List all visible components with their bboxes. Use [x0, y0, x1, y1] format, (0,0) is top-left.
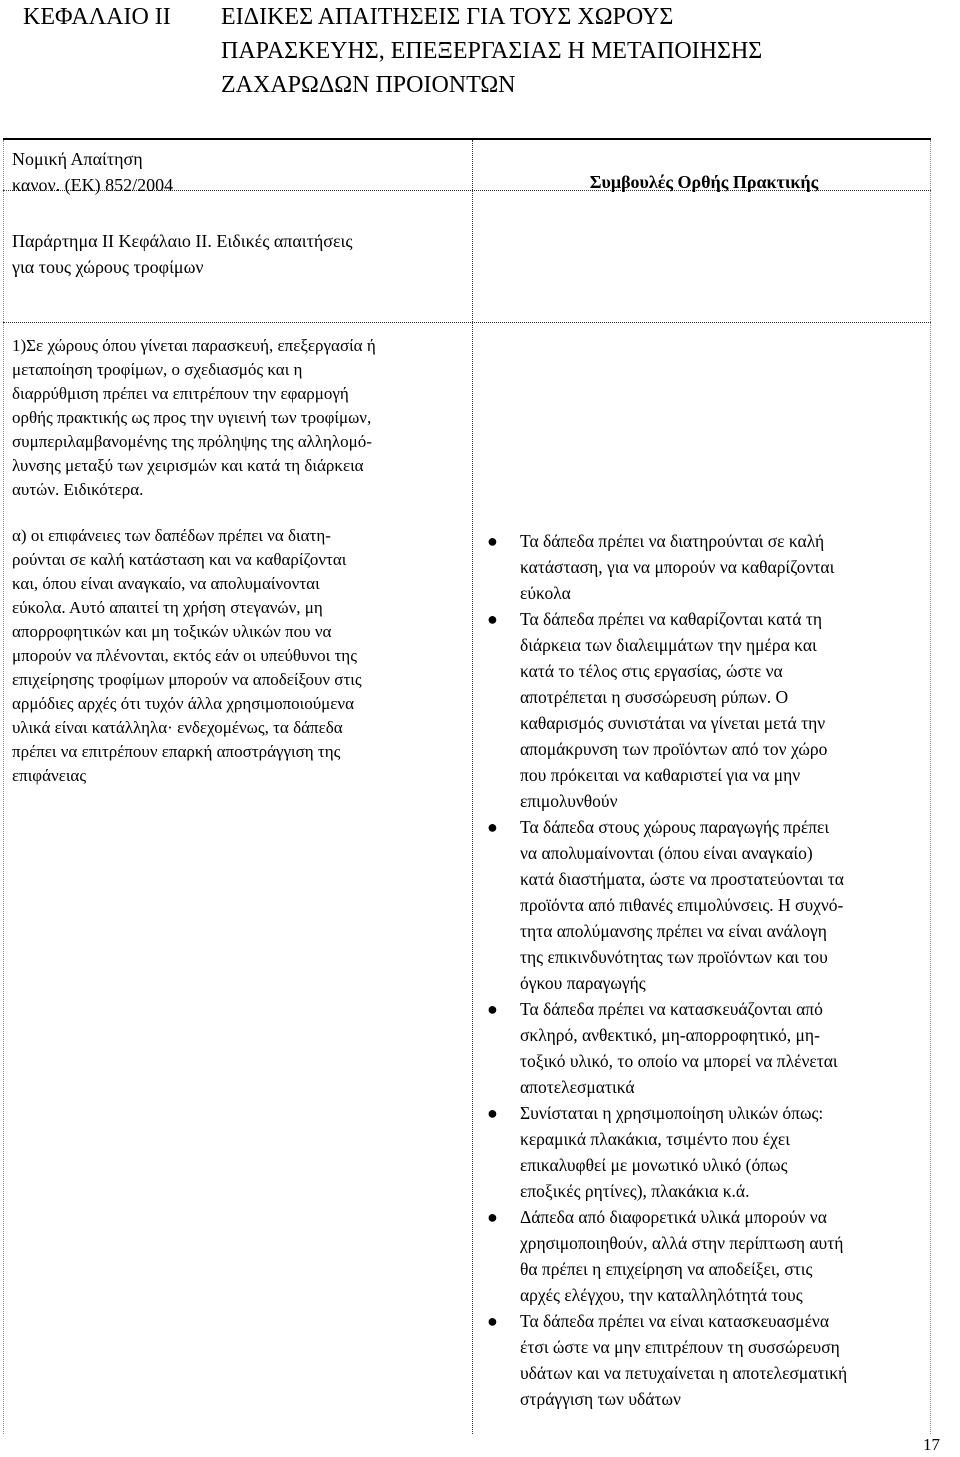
bullet-icon: ● — [487, 999, 498, 1019]
list-item-text: Τα δάπεδα πρέπει να κατασκευάζονται από σκληρό, ανθεκτικό, μη-απορροφητικό, μη- τοξικό υλικό, το οποίο να μπορεί να πλένεται αποτελεσματικά — [520, 999, 838, 1097]
table-left-border — [3, 140, 4, 1434]
paragraph-line: 1)Σε χώρους όπου γίνεται παρασκευή, επεξεργασία ή — [12, 336, 376, 355]
list-item-text: Τα δάπεδα πρέπει να είναι κατασκευασμένα έτσι ώστε να μην επιτρέπουν τη συσσώρευση υδάτων και να πετυχαίνεται η αποτελεσματική στράγγιση των υδάτων — [520, 1311, 848, 1409]
paragraph-line: υλικά είναι κατάλληλα· ενδεχομένως, τα δάπεδα — [12, 718, 343, 737]
legal-requirement-header — [12, 146, 464, 198]
bullet-icon: ● — [487, 1311, 498, 1331]
paragraph-line: επιχείρησης τροφίμων μπορούν να αποδείξουν στις — [12, 670, 362, 689]
paragraph-line: εύκολα. Αυτό απαιτεί τη χρήση στεγανών, μη — [12, 598, 323, 617]
list-item — [484, 1100, 924, 1204]
bullet-icon: ● — [487, 609, 498, 629]
paragraph-line: διαρρύθμιση πρέπει να επιτρέπουν την εφαρμογή — [12, 384, 349, 403]
reference-divider — [3, 322, 931, 323]
paragraph-line: απορροφητικών και μη τοξικών υλικών που να — [12, 622, 332, 641]
chapter-title-line: ΠΑΡΑΣΚΕΥΗΣ, ΕΠΕΞΕΡΓΑΣΙΑΣ Η ΜΕΤΑΠΟΙΗΣΗΣ — [221, 38, 763, 64]
list-item-text: Τα δάπεδα πρέπει να διατηρούνται σε καλή κατάσταση, για να μπορούν να καθαρίζονται εύκολα — [520, 531, 835, 603]
list-item-text: Συνίσταται η χρησιμοποίηση υλικών όπως: κεραμικά πλακάκια, τσιμέντο που έχει επικαλυφθεί με μονωτικό υλικό (όπως εποξικές ρητίνες), πλακάκια κ.ά. — [520, 1103, 824, 1201]
paragraph-line: αρμόδιες αρχές ότι τυχόν άλλα χρησιμοποιούμενα — [12, 694, 355, 713]
bullet-icon: ● — [487, 1207, 498, 1227]
legal-requirement-title: Νομική Απαίτηση — [12, 149, 143, 169]
requirements-table — [3, 138, 931, 1434]
list-item — [484, 528, 924, 606]
paragraph-line: συμπεριλαμβανομένης της πρόληψης της αλληλομό- — [12, 432, 372, 451]
page-number: 17 — [923, 1435, 940, 1454]
paragraph-line: αυτών. Ειδικότερα. — [12, 480, 144, 499]
chapter-title — [221, 0, 941, 102]
bullet-icon: ● — [487, 817, 498, 837]
bullet-icon: ● — [487, 531, 498, 551]
chapter-label: ΚΕΦΑΛΑΙΟ ΙΙ — [23, 4, 171, 30]
annex-reference — [12, 228, 464, 280]
annex-reference-line: για τους χώρους τροφίμων — [12, 257, 204, 277]
table-right-border — [930, 140, 931, 1434]
list-item — [484, 606, 924, 814]
list-item-text: Δάπεδα από διαφορετικά υλικά μπορούν να χρησιμοποιηθούν, αλλά στην περίπτωση αυτή θα πρέπει η επιχείρηση να αποδείξει, στις αρχές ελέγχου, την καταλληλότητά τους — [520, 1207, 844, 1305]
requirement-paragraph-a — [12, 524, 464, 788]
paragraph-line: ρούνται σε καλή κατάσταση και να καθαρίζονται — [12, 550, 347, 569]
list-item — [484, 1308, 924, 1412]
annex-reference-line: Παράρτημα ΙΙ Κεφάλαιο ΙΙ. Ειδικές απαιτήσεις — [12, 231, 353, 251]
good-practice-list — [484, 528, 924, 1412]
list-item — [484, 1204, 924, 1308]
list-item-text: Τα δάπεδα πρέπει να καθαρίζονται κατά τη διάρκεια των διαλειμμάτων την ημέρα και κατά το τέλος στις εργασίας, ώστε να αποτρέπεται η συσσώρευση ρύπων. Ο καθαρισμός συνιστάται να γίνεται μετά την απομάκρυνση των προϊόντων από τον χώρο που πρόκειται να καθαριστεί για να μην επιμολυνθούν — [520, 609, 828, 811]
paragraph-line: επιφάνειας — [12, 766, 87, 785]
list-item-text: Τα δάπεδα στους χώρους παραγωγής πρέπει να απολυμαίνονται (όπου είναι αναγκαίο) κατά διαστήματα, ώστε να προστατεύονται τα προϊόντα από πιθανές επιμολύνσεις. Η συχνό- τητα απολύμανσης πρέπει να είναι ανάλογη της επικινδυνότητας των προϊόντων και του όγκου παραγωγής — [520, 817, 844, 993]
paragraph-line: λυνσης μεταξύ των χειρισμών και κατά τη διάρκεια — [12, 456, 364, 475]
chapter-title-line: ΖΑΧΑΡΩΔΩΝ ΠΡΟΙΟΝΤΩΝ — [221, 72, 516, 98]
list-item — [484, 814, 924, 996]
paragraph-line: μπορούν να πλένονται, εκτός εάν οι υπεύθυνοι της — [12, 646, 357, 665]
paragraph-line: πρέπει να επιτρέπουν επαρκή αποστράγγιση της — [12, 742, 341, 761]
paragraph-line: και, όπου είναι αναγκαίο, να απολυμαίνονται — [12, 574, 320, 593]
requirement-paragraph-1 — [12, 334, 464, 502]
column-divider — [472, 140, 473, 1434]
good-practice-header: Συμβουλές Ορθής Πρακτικής — [589, 172, 819, 192]
chapter-title-line: ΕΙΔΙΚΕΣ ΑΠΑΙΤΗΣΕΙΣ ΓΙΑ ΤΟΥΣ ΧΩΡΟΥΣ — [221, 4, 674, 30]
paragraph-line: α) οι επιφάνειες των δαπέδων πρέπει να διατη- — [12, 526, 331, 545]
regulation-reference: κανον. (ΕΚ) 852/2004 — [12, 175, 174, 195]
bullet-icon: ● — [487, 1103, 498, 1123]
paragraph-line: ορθής πρακτικής ως προς την υγιεινή των τροφίμων, — [12, 408, 372, 427]
paragraph-line: μεταποίηση τροφίμων, ο σχεδιασμός και η — [12, 360, 303, 379]
list-item — [484, 996, 924, 1100]
